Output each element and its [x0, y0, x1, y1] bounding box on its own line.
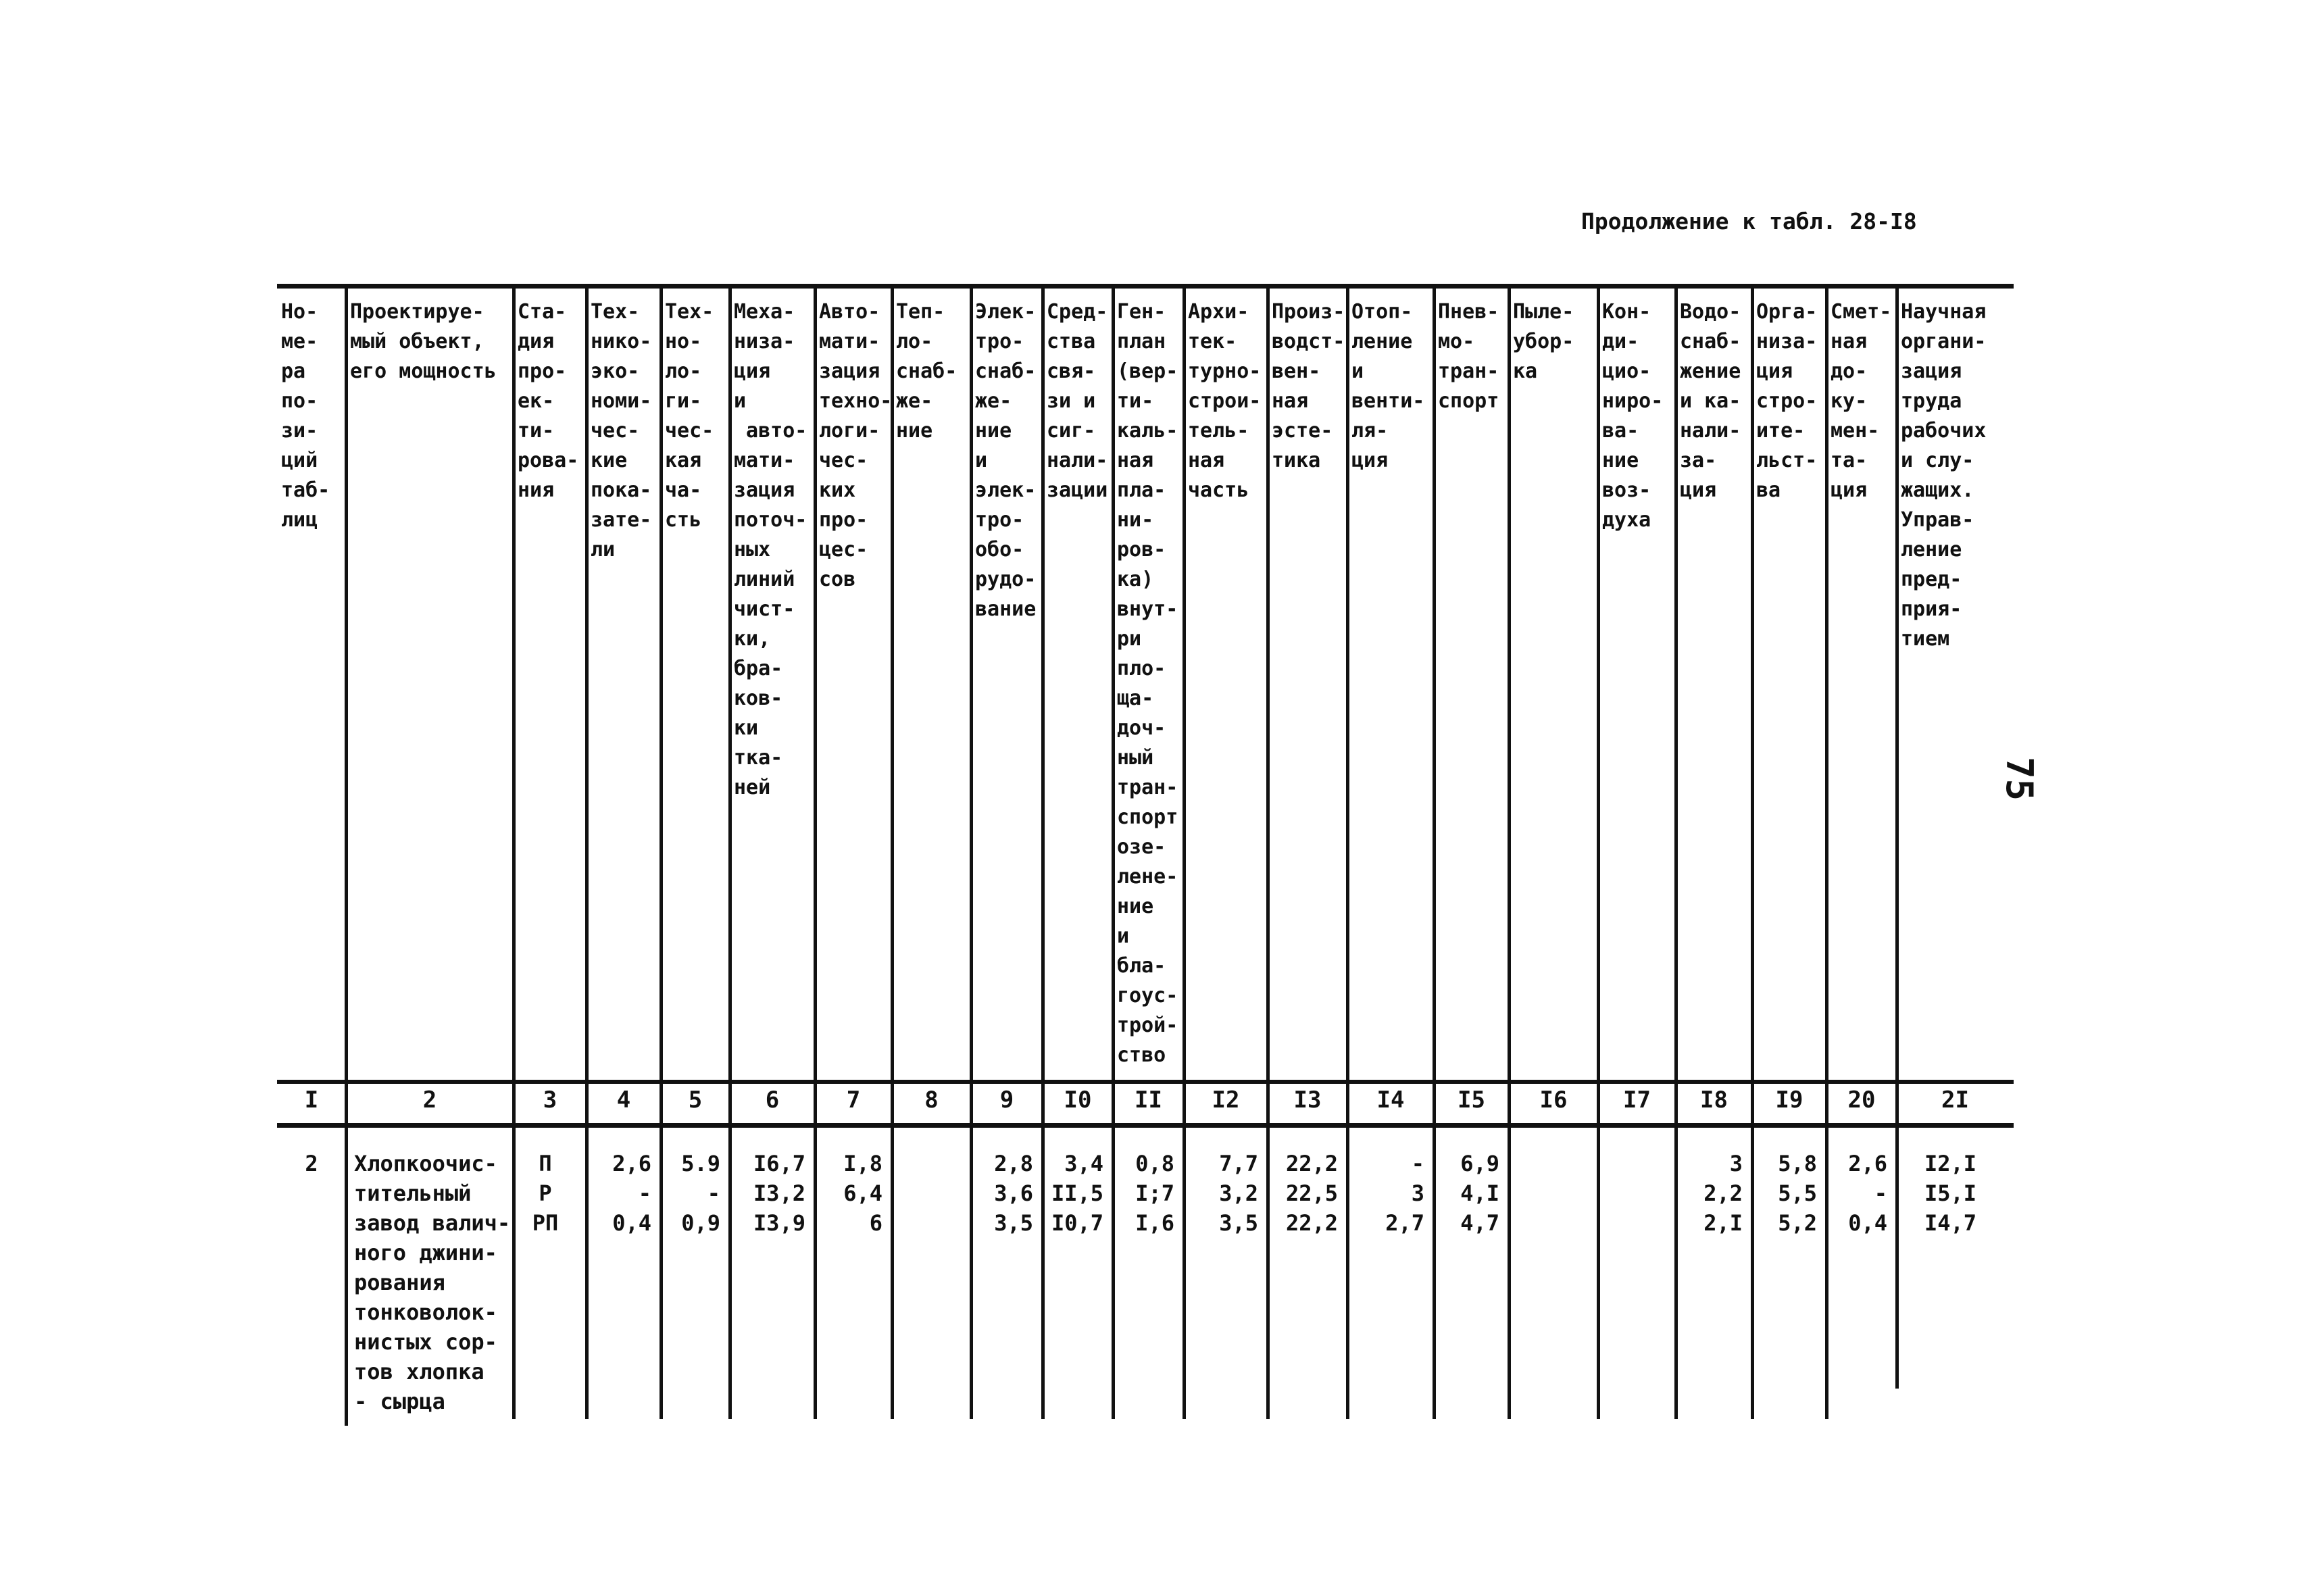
table-cell: 2,8 3,6 3,5 [994, 1151, 1033, 1236]
column-number: 6 [765, 1087, 780, 1114]
column-number: I [304, 1087, 319, 1114]
column-number: 9 [999, 1087, 1014, 1114]
column-header: Авто- мати- зация техно- логи- чес- ких про- цес- сов [819, 300, 893, 591]
table-cell: 5,8 5,5 5,2 [1778, 1151, 1817, 1236]
column-header: Кон- ди- цио- ниро- ва- ние воз- духа [1602, 300, 1664, 532]
table-cell: 2,6 - 0,4 [1848, 1151, 1887, 1236]
row-position: 2 [305, 1151, 318, 1176]
column-number: 2 [422, 1087, 437, 1114]
column-header: Водо- снаб- жение и ка- нали- за- ция [1680, 300, 1741, 502]
table-cell: 7,7 3,2 3,5 [1219, 1151, 1258, 1236]
column-header: Орга- низа- ция стро- ите- льст- ва [1756, 300, 1818, 502]
column-number: I3 [1293, 1087, 1322, 1114]
column-number: I8 [1700, 1087, 1728, 1114]
column-number: I7 [1623, 1087, 1651, 1114]
column-number: 7 [846, 1087, 861, 1114]
table-cell: - 3 2,7 [1385, 1151, 1424, 1236]
column-number: 20 [1847, 1087, 1876, 1114]
column-number: II [1135, 1087, 1162, 1114]
table-cell: 2,6 - 0,4 [612, 1151, 651, 1236]
row-object-name: Хлопкоочис- тительный завод валич- ного джини- рования тонковолок- нистых сор- тов хлопка - сырца [354, 1151, 511, 1414]
column-number: I0 [1064, 1087, 1092, 1114]
column-header: Пыле- убор- ка [1513, 300, 1574, 383]
column-number: 3 [543, 1087, 557, 1114]
column-header: Ген- план (вер- ти- каль- ная пла- ни- ров- ка) внут- ри пло- ща- доч- ный тран- спорт озе- лене- ние и бла- гоус- трой- ство [1117, 300, 1178, 1067]
column-number: I6 [1539, 1087, 1568, 1114]
column-number: 5 [688, 1087, 703, 1114]
column-number: 4 [616, 1087, 631, 1114]
column-header: Элек- тро- снаб- же- ние и элек- тро- обо- рудо- вание [975, 300, 1037, 621]
table-cell: I2,I I5,I I4,7 [1924, 1151, 1977, 1236]
table-cell: I6,7 I3,2 I3,9 [753, 1151, 805, 1236]
column-header: Научная органи- зация труда рабочих и слу- жащих. Управ- ление пред- прия- тием [1901, 300, 1987, 651]
table-cell: П Р РП [532, 1151, 559, 1236]
column-header: Теп- ло- снаб- же- ние [896, 300, 957, 443]
page-number: 75 [1998, 757, 2041, 801]
column-number: I5 [1458, 1087, 1485, 1114]
column-number: 8 [924, 1087, 939, 1114]
column-header: Проектируе- мый объект, его мощность [350, 300, 497, 383]
column-number: I9 [1775, 1087, 1803, 1114]
column-header: Сред- ства свя- зи и сиг- нали- зации [1047, 300, 1108, 502]
table-cell: 6,9 4,I 4,7 [1460, 1151, 1499, 1236]
table-cell: 5.9 - 0,9 [681, 1151, 720, 1236]
table-cell: 3 2,2 2,I [1703, 1151, 1743, 1236]
column-header: Тех- но- ло- ги- чес- кая ча- сть [665, 300, 714, 532]
column-number: I2 [1212, 1087, 1240, 1114]
table-cell: 22,2 22,5 22,2 [1285, 1151, 1338, 1236]
column-header: Тех- нико- эко- номи- чес- кие пока- зате- ли [591, 300, 652, 562]
column-header: Ста- дия про- ек- ти- рова- ния [518, 300, 579, 502]
column-header: Меха- низа- ция и авто- мати- зация поточ- ных линий чист- ки, бра- ков- ки тка- ней [734, 300, 807, 799]
column-header: Отоп- ление и венти- ля- ция [1351, 300, 1425, 472]
column-header: Пнев- мо- тран- спорт [1438, 300, 1499, 413]
table-cell: I,8 6,4 6 [843, 1151, 882, 1236]
column-header: Смет- ная до- ку- мен- та- ция [1831, 300, 1892, 502]
column-number: I4 [1376, 1087, 1405, 1114]
column-header: Архи- тек- турно- строи- тель- ная часть [1188, 300, 1262, 502]
table-cell: 3,4 II,5 I0,7 [1051, 1151, 1103, 1236]
column-number: 2I [1941, 1087, 1969, 1114]
column-header: Произ- водст- вен- ная эсте- тика [1272, 300, 1345, 472]
column-header: Но- ме- ра по- зи- ций таб- лиц [281, 300, 330, 532]
table-cell: 0,8 I;7 I,6 [1135, 1151, 1174, 1236]
column-divider [1508, 284, 1511, 1419]
table-caption: Продолжение к табл. 28-I8 [1581, 208, 1917, 234]
